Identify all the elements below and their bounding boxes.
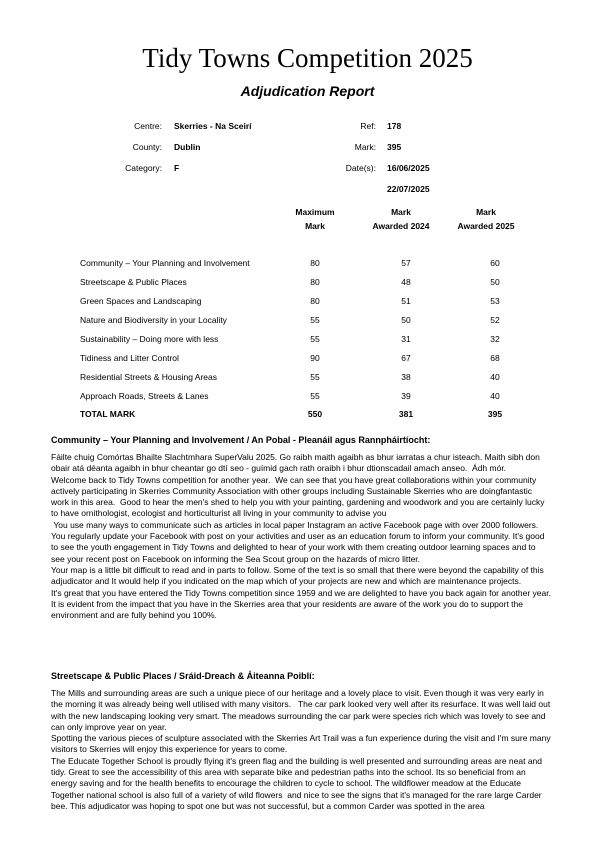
col-header-max-line1: Maximum xyxy=(295,207,335,217)
table-row xyxy=(80,276,520,288)
report-title: Tidy Towns Competition 2025 xyxy=(142,43,473,73)
total-2025: 395 xyxy=(487,409,503,419)
row-2025: 68 xyxy=(490,353,500,363)
row-category: Sustainability – Doing more with less xyxy=(80,334,219,344)
row-category: Streetscape & Public Places xyxy=(80,277,187,287)
county-label: County: xyxy=(132,142,162,152)
table-row xyxy=(80,390,520,402)
row-max: 55 xyxy=(310,334,320,344)
row-max: 55 xyxy=(310,315,320,325)
row-2024: 50 xyxy=(401,315,411,325)
col-header-max xyxy=(280,205,350,233)
dates-label: Date(s): xyxy=(345,163,376,173)
paragraph: It's great that you have entered the Tidy Towns competition since 1959 and we are delighted to have you back again for another year. It is evident from the impact that you have in the Skerries area that your residents are aware of the work you do to support the environment and are fully behind you 100%. xyxy=(51,587,556,621)
mark-label: Mark: xyxy=(354,142,376,152)
row-2025: 50 xyxy=(490,277,500,287)
category-value: F xyxy=(174,163,180,173)
paragraph: The Mills and surrounding areas are such a unique piece of our heritage and a lovely place to visit. Even though it was very early in the morning it was already being well utilised with many visitors. The car park looked very well after its resurface. It was well laid out with the new landscaping looking very smart. The meadows surrounding the car park were species rich which was lovely to see and can only improve year on year. xyxy=(51,688,553,732)
paragraph: You use many ways to communicate such as articles in local paper Instagram an active Facebook page with over 2000 followers. You regularly update your Facebook with post on your activities and user as an education forum to inform your community. It's good to see the youth engagement in Tidy Towns and delighted to hear of your work with them creating outdoor learning spaces and to see your recent post on Facebook on informing the Sea Scout group on the hazards of micro litter. xyxy=(51,519,547,564)
paragraph: Welcome back to Tidy Towns competition for another year. We can see that you have great collaborations within your community actively participating in Skerries Community Association with other groups including Sustainable Skerries who are doingfantastic work in this area. Good to hear the men's shed to help you with your painting, gardening and woodwork and you are certainly lucky to have ornithologist, ecologist and horticulturist all living in your community to advise you xyxy=(51,474,547,519)
row-2025: 52 xyxy=(490,315,500,325)
paragraph: Your map is a little bit difficult to read and in parts to follow. Some of the text is so small that there were beyond the capability of this adjudicator and It would help if you indicated on the map which of your projects are new and which are maintenance projects. xyxy=(51,564,547,587)
table-row xyxy=(80,295,520,307)
row-category: Tidiness and Litter Control xyxy=(80,353,179,363)
paragraph: Fáilte chuig Comórtas Bhailte Slachtmhara SuperValu 2025. Go raibh maith agaibh as bhur iarratas a chur isteach. Maith sibh don obair atá déanta agaibh in bhur cheantar go dtí seo - guímid gach rath oraibh i bhur dtionscadail amach anseo. Ádh mór. xyxy=(51,452,543,474)
centre-label: Centre: xyxy=(134,121,162,131)
col-header-2025-line1: Mark xyxy=(476,207,496,217)
centre-value: Skerries - Na Sceirí xyxy=(174,121,252,131)
total-max: 550 xyxy=(307,409,323,419)
col-header-2024-line2: Awarded 2024 xyxy=(372,221,430,231)
row-max: 80 xyxy=(310,277,320,287)
col-header-2025-line2: Awarded 2025 xyxy=(457,221,515,231)
paragraph: The Educate Together School is proudly flying it's green flag and the building is well presented and surrounding areas are neat and tidy. Great to see the accessibility of this area with separate bike and pedestrian paths into the school. Its so beneficial from an energy saving and for the health benefits to encourage the children to cycle to school. The wildflower meadow at the Educate Together national school is also full of a variety of wild flowers and nice to see the signs that it's managed for the rare large Carder bee. This adjudicator was hoping to spot one but was not successful, but a common Carder was spotted in the area xyxy=(51,755,545,811)
row-max: 80 xyxy=(310,258,320,268)
row-category: Nature and Biodiversity in your Locality xyxy=(80,315,227,325)
date-first: 16/06/2025 xyxy=(387,163,430,173)
col-header-2024-line1: Mark xyxy=(391,207,411,217)
row-2025: 60 xyxy=(490,258,500,268)
section-body-community xyxy=(51,452,556,621)
row-2025: 32 xyxy=(490,334,500,344)
row-2025: 40 xyxy=(490,391,500,401)
table-row xyxy=(80,333,520,345)
category-label: Category: xyxy=(125,163,162,173)
row-2024: 51 xyxy=(401,296,411,306)
total-label: TOTAL MARK xyxy=(80,409,136,419)
row-max: 80 xyxy=(310,296,320,306)
table-row xyxy=(80,352,520,364)
table-row xyxy=(80,371,520,383)
row-category: Green Spaces and Landscaping xyxy=(80,296,202,306)
table-row xyxy=(80,257,520,269)
col-header-max-line2: Mark xyxy=(305,221,325,231)
section-heading-community: Community – Your Planning and Involvement / An Pobal - Pleanáil agus Rannpháirtíocht: xyxy=(51,435,431,445)
row-2024: 48 xyxy=(401,277,411,287)
section-heading-streetscape: Streetscape & Public Places / Sráid-Dreach & Áiteanna Poiblí: xyxy=(51,671,315,681)
table-row xyxy=(80,314,520,326)
row-category: Approach Roads, Streets & Lanes xyxy=(80,391,209,401)
ref-label: Ref: xyxy=(360,121,376,131)
row-2025: 53 xyxy=(490,296,500,306)
table-total-row xyxy=(80,408,520,420)
county-value: Dublin xyxy=(174,142,201,152)
row-category: Community – Your Planning and Involvement xyxy=(80,258,250,268)
row-max: 90 xyxy=(310,353,320,363)
col-header-2025 xyxy=(441,205,531,233)
col-header-2024 xyxy=(356,205,446,233)
ref-value: 178 xyxy=(387,121,402,131)
row-category: Residential Streets & Housing Areas xyxy=(80,372,218,382)
mark-value: 395 xyxy=(387,142,402,152)
paragraph: Spotting the various pieces of sculpture associated with the Skerries Art Trail was a fun experience during the visit and I'm sure many visitors to Skerries will enjoy this experience for years to come. xyxy=(51,733,553,755)
total-2024: 381 xyxy=(398,409,414,419)
row-2024: 57 xyxy=(401,258,411,268)
row-2024: 38 xyxy=(401,372,411,382)
row-2024: 67 xyxy=(401,353,411,363)
row-2025: 40 xyxy=(490,372,500,382)
row-max: 55 xyxy=(310,391,320,401)
row-2024: 31 xyxy=(401,334,411,344)
section-body-streetscape xyxy=(51,688,551,812)
report-subtitle: Adjudication Report xyxy=(240,83,375,99)
row-2024: 39 xyxy=(401,391,411,401)
row-max: 55 xyxy=(310,372,320,382)
date-second: 22/07/2025 xyxy=(387,184,430,194)
